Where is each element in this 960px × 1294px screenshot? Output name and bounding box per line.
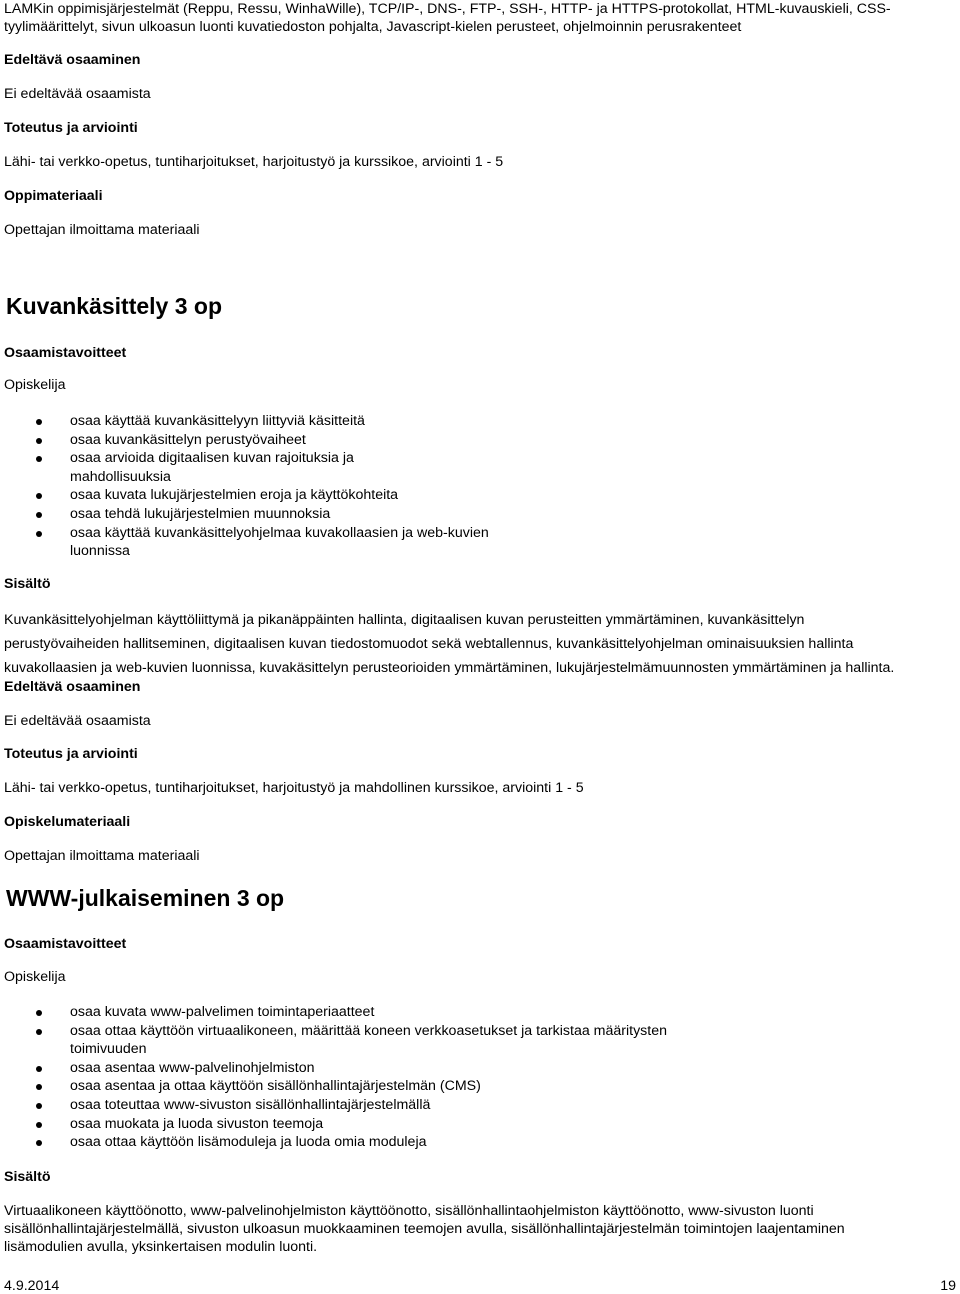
bullet-icon <box>36 493 42 499</box>
outcomes-list <box>70 412 489 561</box>
list-item: osaa asentaa www-palvelinohjelmiston <box>70 1059 667 1078</box>
section-text-material: Opettajan ilmoittama materiaali <box>4 848 200 864</box>
section-text-prereq: Ei edeltävää osaamista <box>4 86 151 102</box>
section-text-implementation: Lähi- tai verkko-opetus, tuntiharjoitukset, harjoitustyö ja kurssikoe, arviointi 1 - 5 <box>4 154 504 170</box>
bullet-icon <box>36 419 42 425</box>
section-heading-prereq: Edeltävä osaaminen <box>4 52 141 68</box>
bullet-icon <box>36 1084 42 1090</box>
page-number: 19 <box>940 1278 956 1294</box>
section-text-prereq: Ei edeltävää osaamista <box>4 713 151 729</box>
bullet-icon <box>36 531 42 537</box>
section-heading-material: Opiskelumateriaali <box>4 814 131 830</box>
outcomes-heading: Osaamistavoitteet <box>4 936 127 952</box>
student-label: Opiskelija <box>4 969 66 985</box>
bullet-icon <box>36 1140 42 1146</box>
content-text <box>4 1202 845 1256</box>
outcomes-list <box>70 1003 667 1152</box>
list-item: osaa ottaa käyttöön virtuaalikoneen, määrittää koneen verkkoasetukset ja tarkistaa määritysten <box>70 1022 667 1041</box>
list-item: osaa kuvata www-palvelimen toimintaperiaatteet <box>70 1003 667 1022</box>
list-item: osaa ottaa käyttöön lisämoduleja ja luoda omia moduleja <box>70 1133 667 1152</box>
intro-line: LAMKin oppimisjärjestelmät (Reppu, Ressu, WinhaWille), TCP/IP-, DNS-, FTP-, SSH-, HTTP- ja HTTPS-protokollat, HTML-kuvauskieli, CSS- <box>4 1 891 17</box>
list-item: osaa arvioida digitaalisen kuvan rajoituksia ja <box>70 449 489 468</box>
intro-line: tyylimäärittelyt, sivun ulkoasun luonti kuvatiedoston pohjalta, Javascript-kielen perusteet, ohjelmoinnin perusrakenteet <box>4 19 742 35</box>
course-title: WWW-julkaiseminen 3 op <box>6 885 285 911</box>
section-heading-prereq: Edeltävä osaaminen <box>4 679 141 695</box>
content-heading: Sisältö <box>4 576 51 592</box>
bullet-icon <box>36 1122 42 1128</box>
list-item: osaa käyttää kuvankäsittelyohjelmaa kuvakollaasien ja web-kuvien <box>70 524 489 543</box>
bullet-icon <box>36 1029 42 1035</box>
section-heading-implementation: Toteutus ja arviointi <box>4 746 138 762</box>
bullet-icon <box>36 1010 42 1016</box>
intro-text <box>4 0 891 36</box>
section-text-material: Opettajan ilmoittama materiaali <box>4 222 200 238</box>
list-item: osaa kuvata lukujärjestelmien eroja ja käyttökohteita <box>70 486 489 505</box>
list-item: osaa toteuttaa www-sivuston sisällönhallintajärjestelmällä <box>70 1096 667 1115</box>
bullet-icon <box>36 512 42 518</box>
list-item-continuation: luonnissa <box>70 543 130 560</box>
content-line: Kuvankäsittelyohjelman käyttöliittymä ja pikanäppäinten hallinta, digitaalisen kuvan perusteitten ymmärtäminen, kuvankäsittelyn <box>4 612 805 628</box>
content-line: sisällönhallintajärjestelmällä, sivuston ulkoasun muokkaaminen teemojen avulla, sisällönhallintajärjestelmän toimintojen laajentaminen <box>4 1221 845 1237</box>
bullet-icon <box>36 438 42 444</box>
bullet-icon <box>36 1066 42 1072</box>
section-heading-implementation: Toteutus ja arviointi <box>4 120 138 136</box>
list-item-continuation: mahdollisuuksia <box>70 468 171 485</box>
section-text-implementation: Lähi- tai verkko-opetus, tuntiharjoitukset, harjoitustyö ja mahdollinen kurssikoe, arviointi 1 - 5 <box>4 780 584 796</box>
student-label: Opiskelija <box>4 377 66 393</box>
bullet-icon <box>36 1103 42 1109</box>
content-heading: Sisältö <box>4 1169 51 1185</box>
list-item: osaa kuvankäsittelyn perustyövaiheet <box>70 431 489 450</box>
content-line: perustyövaiheiden hallitseminen, digitaalisen kuvan tiedostomuodot sekä webtallennus, kuvankäsittelyohjelman ominaisuuksien hallinta <box>4 636 854 652</box>
bullet-icon <box>36 456 42 462</box>
section-heading-material: Oppimateriaali <box>4 188 103 204</box>
content-line: lisämodulien avulla, yksinkertaisen modulin luonti. <box>4 1239 318 1255</box>
content-line: kuvakollaasien ja web-kuvien luonnissa, kuvakäsittelyn perusteorioiden ymmärtäminen, lukujärjestelmämuunnosten ymmärtäminen ja hallinta. <box>4 660 895 676</box>
list-item: osaa muokata ja luoda sivuston teemoja <box>70 1115 667 1134</box>
course-title: Kuvankäsittely 3 op <box>6 293 223 319</box>
list-item: osaa tehdä lukujärjestelmien muunnoksia <box>70 505 489 524</box>
list-item-continuation: toimivuuden <box>70 1041 147 1058</box>
footer-date: 4.9.2014 <box>4 1278 60 1294</box>
content-line: Virtuaalikoneen käyttöönotto, www-palvelinohjelmiston käyttöönotto, sisällönhallintaohjelmiston käyttöönotto, www-sivuston luonti <box>4 1203 814 1219</box>
content-text <box>4 608 894 680</box>
list-item: osaa asentaa ja ottaa käyttöön sisällönhallintajärjestelmän (CMS) <box>70 1077 667 1096</box>
outcomes-heading: Osaamistavoitteet <box>4 345 127 361</box>
list-item: osaa käyttää kuvankäsittelyyn liittyviä käsitteitä <box>70 412 489 431</box>
